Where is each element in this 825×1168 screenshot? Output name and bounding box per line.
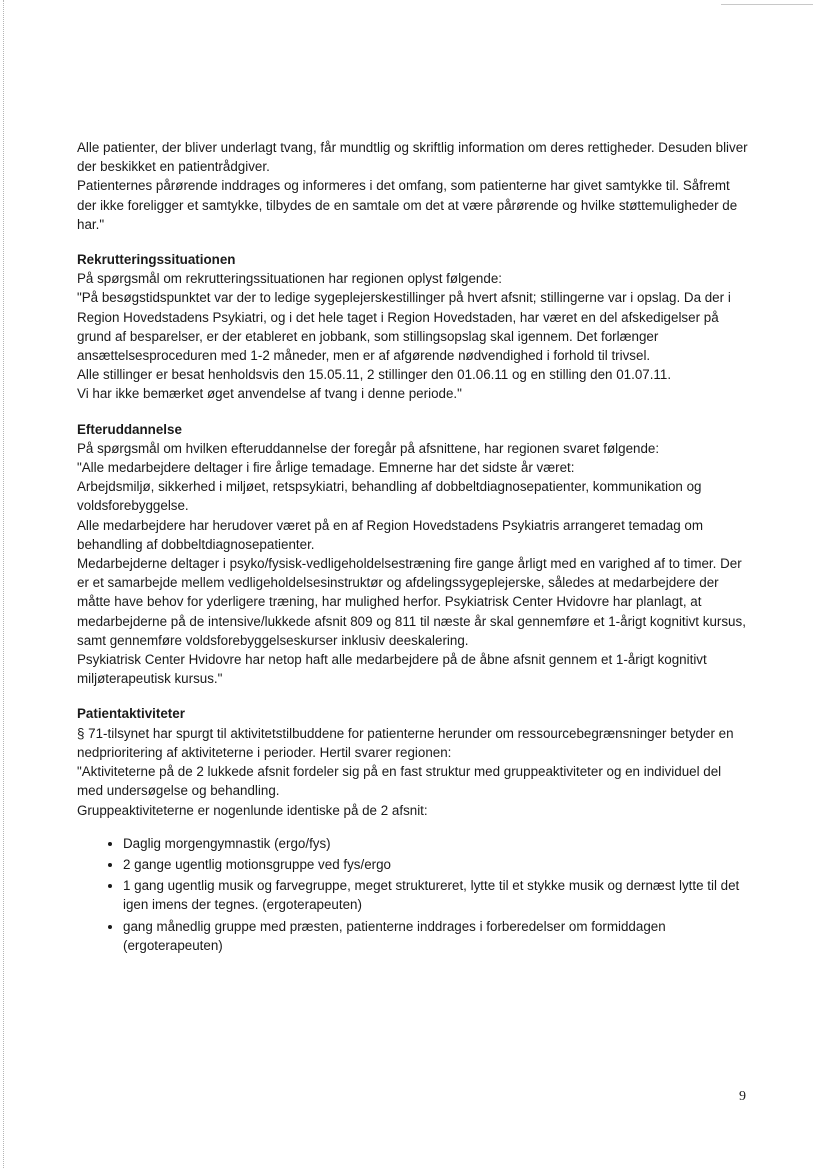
section-heading-rekruttering: Rekrutteringssituationen [77,252,236,268]
paragraph: Medarbejderne deltager i psyko/fysisk-vedligeholdelsestræning fire gange årligt med en varighed af to timer. Der er et samarbejde mellem vedligeholdelsesinstruktør og afdelingssygeplejerske, således at medarbejdere der måtte have behov for yderligere træning, har mulighed herfor. Psykiatrisk Center Hvidovre har planlagt, at medarbejderne på de intensive/lukkede afsnit 809 og 811 til næste år skal gennemføre et 1-årigt kognitivt kursus, samt gennemføre voldsforebyggelseskurser inklusiv deeskalering. [77,556,746,648]
paragraph: På spørgsmål om hvilken efteruddannelse der foregår på afsnittene, har regionen svaret følgende: [77,440,660,456]
intro-paragraph: Alle patienter, der bliver underlagt tvang, får mundtlig og skriftlig information om deres rettigheder. Desuden bliver der beskikket en patientrådgiver. [77,140,748,175]
paragraph: "På besøgstidspunktet var der to ledige sygeplejerskestillinger på hvert afsnit; stillingerne var i opslag. Da der i Region Hovedstadens Psykiatri, og i det hele taget i Region Hovedstaden, har været en del afskedigelser på grund af besparelser, er der etableret en jobbank, som stillingsopslag skal igennem. Det forlænger ansættelsesproceduren med 1-2 måneder, men er af afgørende nødvendighed i forhold til trivsel. [77,290,731,364]
activity-list [77,834,749,955]
page-number: 9 [739,1089,746,1104]
paragraph: "Aktiviteterne på de 2 lukkede afsnit fordeler sig på en fast struktur med gruppeaktiviteter og en individuel del med undersøgelse og behandling. [77,764,722,799]
paragraph: Vi har ikke bemærket øget anvendelse af tvang i denne periode." [77,386,462,402]
paragraph: Alle stillinger er besat henholdsvis den 15.05.11, 2 stillinger den 01.06.11 og en stilling den 01.07.11. [77,367,672,383]
list-item: • 1 gang ugentlig musik og farvegruppe, meget struktureret, lytte til et stykke musik og dernæst lytte til det igen imens der tegnes. (ergoterapeuten) [123,876,749,914]
paragraph: Gruppeaktiviteterne er nogenlunde identiske på de 2 afsnit: [77,802,428,818]
section-heading-efteruddannelse: Efteruddannelse [77,421,182,437]
paragraph: Arbejdsmiljø, sikkerhed i miljøet, retspsykiatri, behandling af dobbeltdiagnosepatienter, kommunikation og voldsforebyggelse. [77,479,702,514]
section-heading-patientaktiviteter: Patientaktiviteter [77,706,185,722]
document-page [77,138,749,957]
paragraph: "Alle medarbejdere deltager i fire årlige temadage. Emnerne har det sidste år været: [77,460,575,476]
list-item: • 2 gange ugentlig motionsgruppe ved fys/ergo [123,855,749,874]
intro-paragraph: Patienternes pårørende inddrages og informeres i det omfang, som patienterne har givet samtykke til. Såfremt der ikke foreligger et samtykke, tilbydes de en samtale om det at være pårørende og hvilke støttemuligheder de har." [77,178,738,232]
paragraph: § 71-tilsynet har spurgt til aktivitetstilbuddene for patienterne herunder om ressourcebegrænsninger betyder en nedprioritering af aktiviteterne i perioder. Hertil svarer regionen: [77,725,734,760]
paragraph: Alle medarbejdere har herudover været på en af Region Hovedstadens Psykiatris arrangeret temadag om behandling af dobbeltdiagnosepatienter. [77,517,703,552]
paragraph: Psykiatrisk Center Hvidovre har netop haft alle medarbejdere på de åbne afsnit gennem et 1-årigt kognitivt miljøterapeutisk kursus." [77,652,707,687]
paragraph: På spørgsmål om rekrutteringssituationen har regionen oplyst følgende: [77,271,502,287]
scan-border-left [3,0,4,1168]
scan-border-top [721,4,813,5]
list-item: • gang månedlig gruppe med præsten, patienterne inddrages i forberedelser om formiddagen (ergoterapeuten) [123,917,749,955]
list-item: • Daglig morgengymnastik (ergo/fys) [123,834,749,853]
